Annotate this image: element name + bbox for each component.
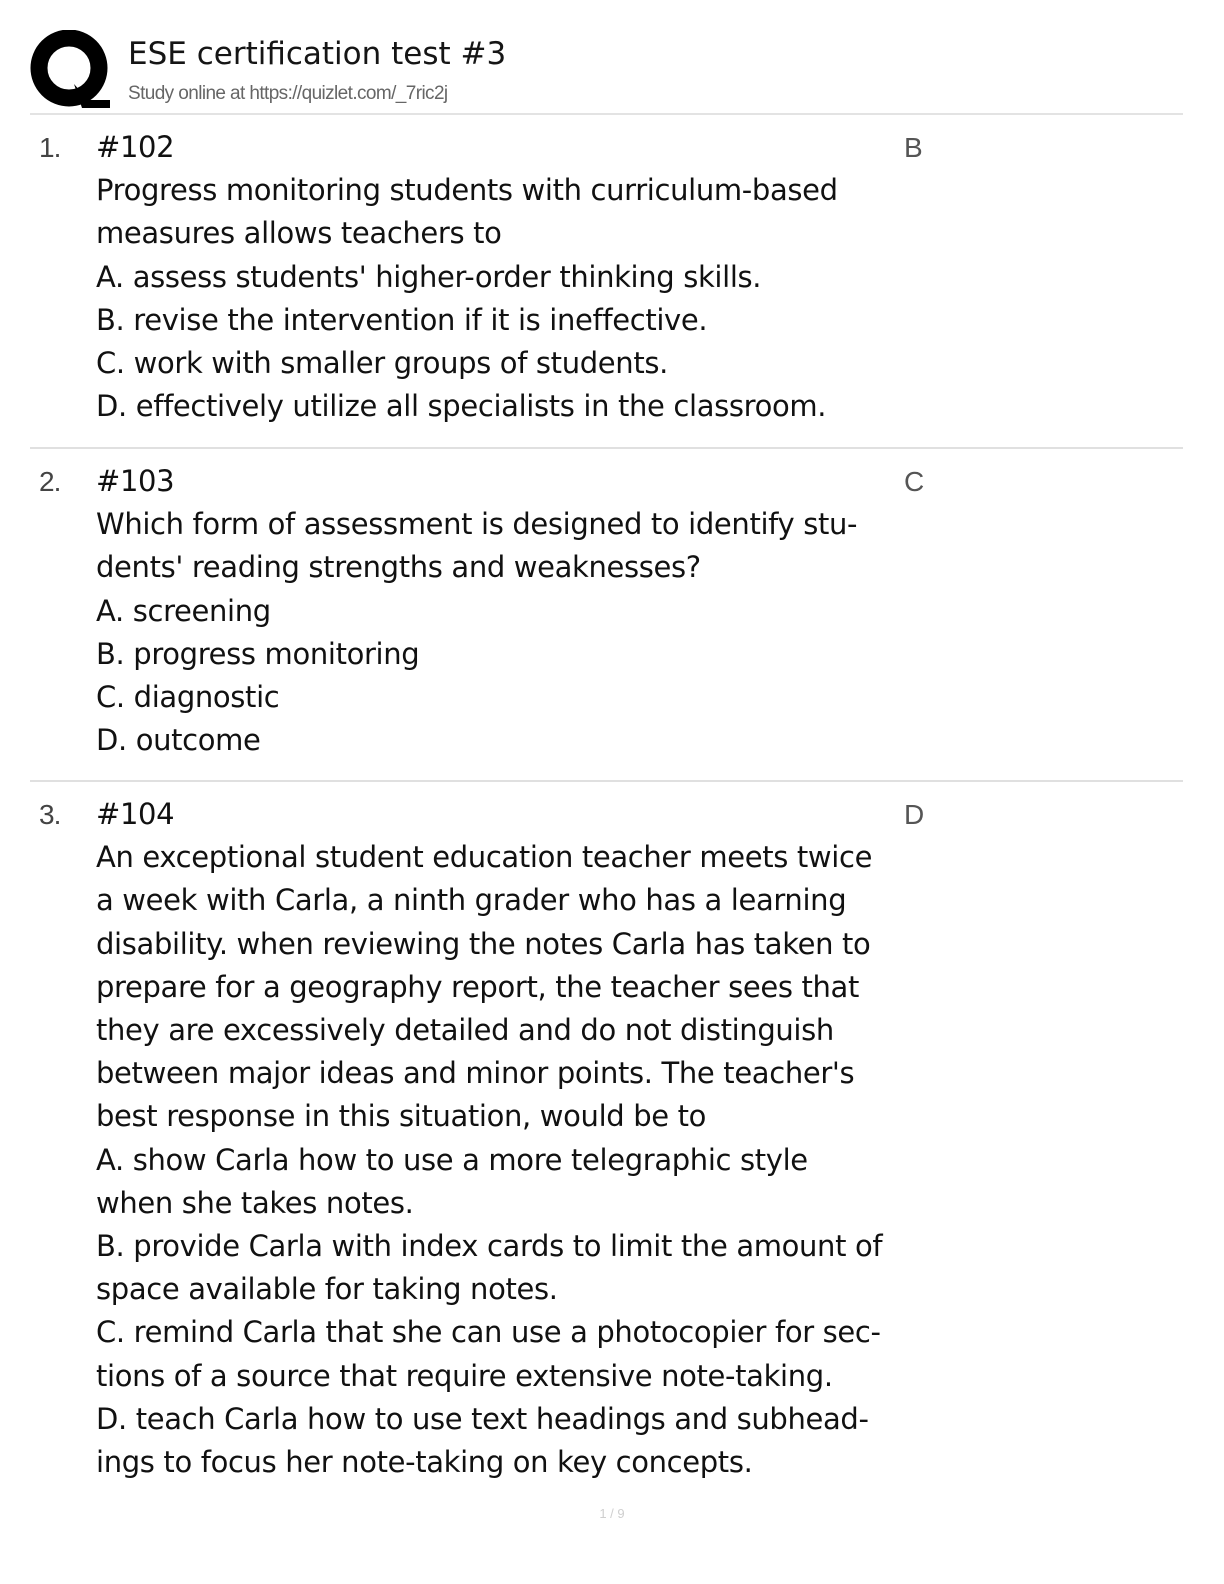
card-answer: C xyxy=(904,466,925,497)
term-line: between major ideas and minor points. The teacher's xyxy=(96,1056,855,1091)
term-line: B. progress monitoring xyxy=(96,636,420,671)
card-number: 1. xyxy=(39,132,61,163)
card-term xyxy=(96,793,906,1484)
term-line: #104 xyxy=(96,797,175,831)
term-line: ings to focus her note-taking on key concepts. xyxy=(96,1445,753,1480)
term-line: dents' reading strengths and weaknesses? xyxy=(96,550,701,585)
card-number: 2. xyxy=(39,466,61,497)
term-line: when she takes notes. xyxy=(96,1185,414,1220)
card-answer: B xyxy=(904,132,923,163)
term-line: #102 xyxy=(96,130,175,164)
term-line: prepare for a geography report, the teacher sees that xyxy=(96,969,859,1004)
term-line: they are excessively detailed and do not distinguish xyxy=(96,1013,834,1048)
set-url: Study online at https://quizlet.com/_7ric2j xyxy=(128,83,448,104)
term-line: measures allows teachers to xyxy=(96,216,502,251)
term-line: D. outcome xyxy=(96,723,261,758)
term-line: A. screening xyxy=(96,593,271,628)
flashcard-1 xyxy=(30,126,1183,446)
term-line: An exceptional student education teacher meets twice xyxy=(96,840,873,875)
term-line: best response in this situation, would be to xyxy=(96,1099,707,1134)
term-line: C. work with smaller groups of students. xyxy=(96,346,668,381)
term-line: D. teach Carla how to use text headings and subhead- xyxy=(96,1401,869,1436)
term-line: D. effectively utilize all specialists in the classroom. xyxy=(96,389,827,424)
flashcard-2 xyxy=(30,460,1183,780)
term-line: Which form of assessment is designed to identify stu- xyxy=(96,507,858,542)
card-divider xyxy=(30,780,1183,782)
term-line: a week with Carla, a ninth grader who has a learning xyxy=(96,883,847,918)
term-line: tions of a source that require extensive note-taking. xyxy=(96,1358,833,1393)
page-number: 1 / 9 xyxy=(599,1506,625,1521)
quizlet-logo-icon xyxy=(30,30,112,110)
term-line: B. revise the intervention if it is ineffective. xyxy=(96,302,708,337)
card-divider xyxy=(30,447,1183,449)
term-line: A. assess students' higher-order thinking skills. xyxy=(96,259,762,294)
card-number: 3. xyxy=(39,799,61,830)
flashcard-3 xyxy=(30,793,1183,1493)
term-line: disability. when reviewing the notes Carla has taken to xyxy=(96,926,871,961)
term-line: space available for taking notes. xyxy=(96,1272,558,1307)
header-divider xyxy=(30,113,1183,115)
term-line: A. show Carla how to use a more telegraphic style xyxy=(96,1142,808,1177)
term-line: C. diagnostic xyxy=(96,680,280,715)
card-term xyxy=(96,460,906,762)
card-term xyxy=(96,126,906,428)
term-line: Progress monitoring students with curriculum-based xyxy=(96,173,838,208)
term-line: C. remind Carla that she can use a photocopier for sec- xyxy=(96,1315,881,1350)
term-line: #103 xyxy=(96,464,175,498)
set-title: ESE certification test #3 xyxy=(128,36,507,72)
term-line: B. provide Carla with index cards to limit the amount of xyxy=(96,1229,883,1264)
page-header xyxy=(30,30,1180,114)
card-answer: D xyxy=(904,799,925,830)
